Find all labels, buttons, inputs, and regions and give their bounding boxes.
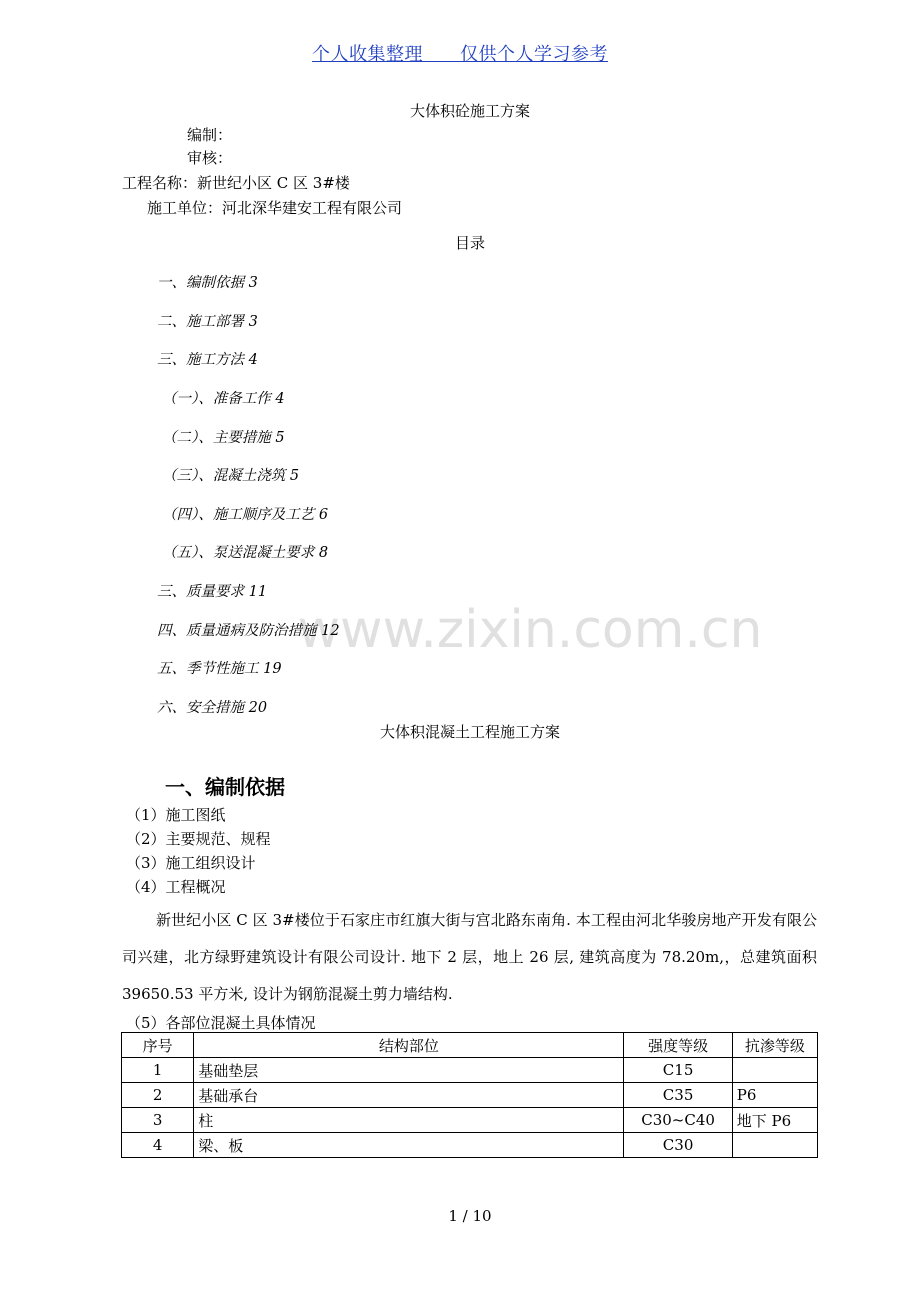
page-header: 个人收集整理 仅供个人学习参考 — [312, 44, 608, 65]
contractor-name: 施工单位：河北深华建安工程有限公司 — [147, 199, 403, 217]
cell-part: 基础垫层 — [194, 1058, 624, 1083]
cell-impermeability — [732, 1058, 817, 1083]
cell-grade: C30 — [624, 1133, 732, 1158]
header-cell: 结构部位 — [194, 1033, 624, 1058]
toc-title: 目录 — [454, 234, 485, 252]
table-header-row — [122, 1033, 818, 1058]
basis-item: （3）施工组织设计 — [126, 854, 256, 872]
document-title: 大体积混凝土工程施工方案 — [379, 723, 560, 741]
cell-seq: 4 — [122, 1133, 194, 1158]
toc-item[interactable]: （三）、混凝土浇筑 5 — [162, 468, 300, 484]
header-cell: 序号 — [122, 1033, 194, 1058]
overview-paragraph: 新世纪小区 C 区 3#楼位于石家庄市红旗大街与宫北路东南角. 本工程由河北华骏房地产开发有限公司兴建，北方绿野建筑设计有限公司设计. 地下 2 层，地上 26 层, 建筑高度为 78.20m,，总建筑面积 39650.53 平方米, 设计为钢筋混凝土剪力墙结构. — [122, 911, 817, 1003]
toc-item[interactable]: 二、施工部署 3 — [157, 314, 258, 330]
header-cell: 抗渗等级 — [732, 1033, 817, 1058]
cell-grade: C15 — [624, 1058, 732, 1083]
compiler-label: 编制： — [187, 126, 233, 144]
cell-seq: 2 — [122, 1083, 194, 1108]
toc-item[interactable]: 四、质量通病及防治措施 12 — [157, 623, 340, 639]
concrete-table — [121, 1032, 818, 1158]
toc-item[interactable]: 六、安全措施 20 — [157, 700, 268, 716]
toc-item[interactable]: 三、质量要求 11 — [157, 584, 268, 600]
toc-item[interactable]: （四）、施工顺序及工艺 6 — [162, 507, 329, 523]
cell-seq: 1 — [122, 1058, 194, 1083]
table-row — [122, 1083, 818, 1108]
toc-item[interactable]: （五）、泵送混凝土要求 8 — [162, 545, 329, 561]
header-cell: 强度等级 — [624, 1033, 732, 1058]
cell-impermeability — [732, 1133, 817, 1158]
cell-part: 基础承台 — [194, 1083, 624, 1108]
cell-part: 柱 — [194, 1108, 624, 1133]
cell-grade: C35 — [624, 1083, 732, 1108]
cell-seq: 3 — [122, 1108, 194, 1133]
section-heading: 一、编制依据 — [165, 775, 285, 799]
cell-impermeability: P6 — [732, 1083, 817, 1108]
toc-item[interactable]: 一、编制依据 3 — [157, 275, 258, 291]
watermark: www.zixin.com.cn — [297, 600, 763, 660]
cell-part: 梁、板 — [194, 1133, 624, 1158]
basis-item: （1）施工图纸 — [126, 806, 226, 824]
toc-item[interactable]: 三、施工方法 4 — [157, 352, 258, 368]
cover-title: 大体积砼施工方案 — [409, 102, 530, 120]
page-number: 1 / 10 — [448, 1207, 492, 1225]
table-row — [122, 1108, 818, 1133]
cell-impermeability: 地下 P6 — [732, 1108, 817, 1133]
table-caption: （5）各部位混凝土具体情况 — [126, 1014, 316, 1032]
toc-item[interactable]: （二）、主要措施 5 — [162, 430, 285, 446]
cell-grade: C30~C40 — [624, 1108, 732, 1133]
reviewer-label: 审核： — [187, 149, 233, 167]
project-name: 工程名称：新世纪小区 C 区 3#楼 — [122, 174, 350, 192]
toc-item[interactable]: 五、季节性施工 19 — [157, 661, 282, 677]
table-row — [122, 1058, 818, 1083]
table-row — [122, 1133, 818, 1158]
toc-item[interactable]: （一）、准备工作 4 — [162, 391, 285, 407]
basis-item: （2）主要规范、规程 — [126, 830, 271, 848]
basis-item: （4）工程概况 — [126, 878, 226, 896]
